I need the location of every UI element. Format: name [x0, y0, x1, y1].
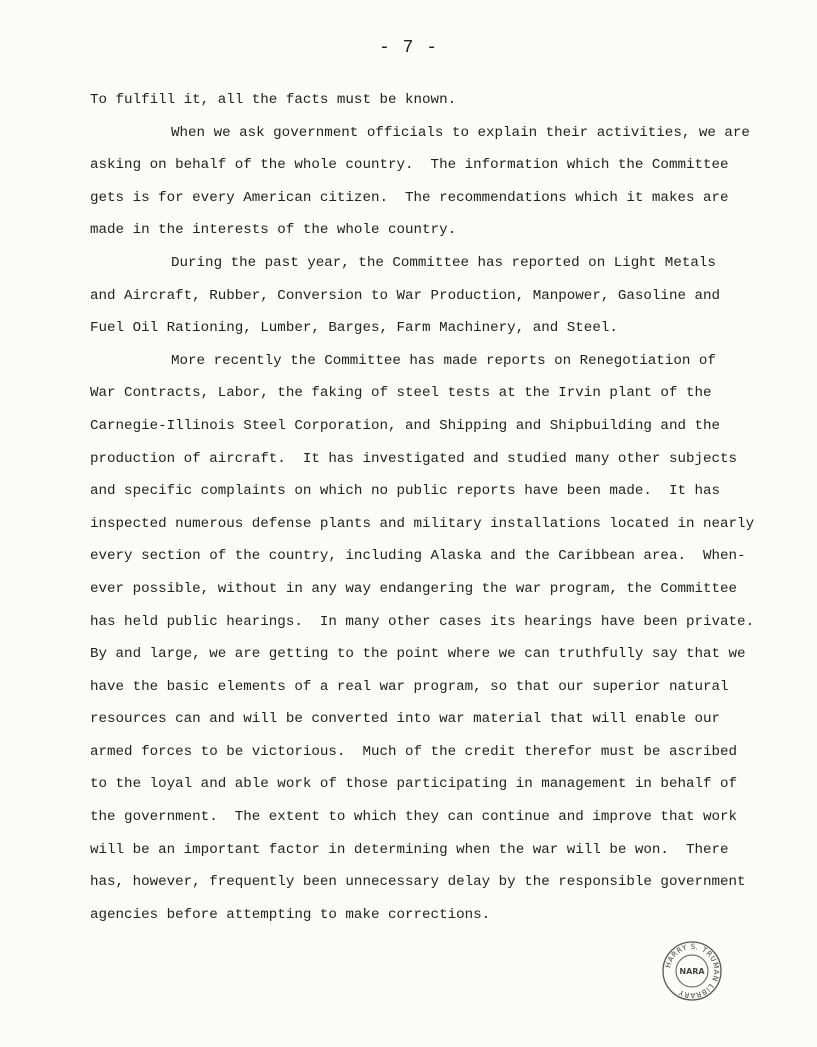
- text-line: has held public hearings. In many other cases its hearings have been private.: [90, 613, 755, 630]
- text-line: made in the interests of the whole country.: [90, 222, 457, 239]
- text-line: ever possible, without in any way endangering the war program, the Committee: [90, 580, 738, 597]
- text-line: Carnegie-Illinois Steel Corporation, and Shipping and Shipbuilding and the: [90, 417, 721, 434]
- seal-outer-text: HARRY S. TRUMAN LIBRARY: [663, 941, 722, 1001]
- text-line: have the basic elements of a real war program, so that our superior natural: [90, 678, 729, 695]
- text-line: to the loyal and able work of those participating in management in behalf of: [90, 776, 738, 793]
- text-line: every section of the country, including Alaska and the Caribbean area. When-: [90, 548, 746, 565]
- text-line: resources can and will be converted into war material that will enable our: [90, 711, 721, 728]
- text-line: Fuel Oil Rationing, Lumber, Barges, Farm Machinery, and Steel.: [90, 320, 618, 337]
- text-line: armed forces to be victorious. Much of the credit therefor must be ascribed: [90, 743, 738, 760]
- text-line: production of aircraft. It has investigated and studied many other subjects: [90, 450, 738, 467]
- library-seal-stamp: [661, 940, 723, 1002]
- text-line: and Aircraft, Rubber, Conversion to War Production, Manpower, Gasoline and: [90, 287, 721, 304]
- text-line: will be an important factor in determining when the war will be won. There: [90, 841, 729, 858]
- text-line: and specific complaints on which no public reports have been made. It has: [90, 483, 721, 500]
- text-line: To fulfill it, all the facts must be known.: [90, 92, 457, 108]
- text-line: inspected numerous defense plants and military installations located in nearly: [90, 515, 755, 532]
- paragraph-start-line: When we ask government officials to explain their activities, we are: [171, 124, 750, 141]
- page-number: - 7 -: [378, 38, 438, 58]
- text-line: By and large, we are getting to the point where we can truthfully say that we: [90, 646, 746, 663]
- text-line: gets is for every American citizen. The recommendations which it makes are: [90, 189, 729, 206]
- text-line: agencies before attempting to make corrections.: [90, 906, 491, 923]
- body-text: [90, 84, 755, 931]
- text-line: War Contracts, Labor, the faking of steel tests at the Irvin plant of the: [90, 385, 712, 402]
- text-line: asking on behalf of the whole country. The information which the Committee: [90, 157, 729, 174]
- seal-center-text: NARA: [679, 967, 705, 976]
- paragraph-start-line: During the past year, the Committee has reported on Light Metals: [171, 254, 716, 271]
- text-line: the government. The extent to which they can continue and improve that work: [90, 809, 738, 826]
- text-line: has, however, frequently been unnecessary delay by the responsible government: [90, 874, 746, 891]
- paragraph-start-line: More recently the Committee has made reports on Renegotiation of: [171, 352, 716, 369]
